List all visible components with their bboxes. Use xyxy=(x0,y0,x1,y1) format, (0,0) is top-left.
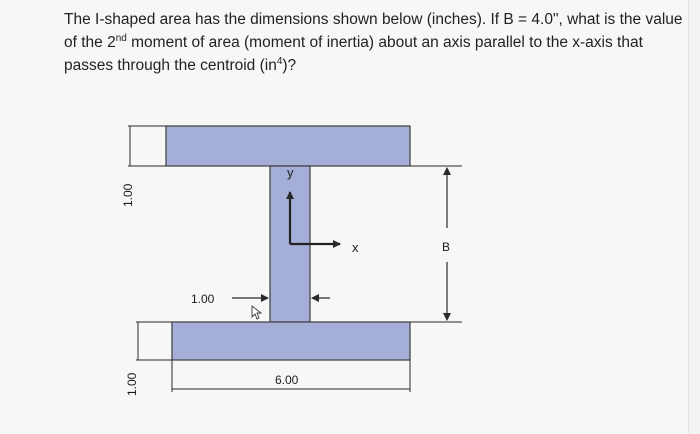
question-line-1: The I-shaped area has the dimensions shown below (inches). If B = 4.0", what is the value xyxy=(64,11,683,28)
top-flange-dimension xyxy=(128,126,166,166)
question-line-2-post: moment of area (moment of inertia) about an axis parallel to the x-axis that xyxy=(126,34,643,51)
y-axis-label: y xyxy=(287,165,294,180)
web-thickness-label: 1.00 xyxy=(191,292,215,306)
height-label: B xyxy=(442,240,451,254)
flange-width-label: 6.00 xyxy=(275,373,299,387)
question-line-3-pre: passes through the centroid (in xyxy=(64,57,277,74)
cursor-icon xyxy=(252,306,261,319)
superscript-nd: nd xyxy=(115,33,127,44)
superscript-4: 4 xyxy=(276,56,283,67)
i-shape xyxy=(166,126,410,360)
x-axis-label: x xyxy=(352,240,359,255)
bottom-flange xyxy=(172,322,410,360)
question-line-2-pre: of the 2 xyxy=(64,34,116,51)
bottom-flange-thickness-label: 1.00 xyxy=(125,372,139,396)
question-line-3-post: )? xyxy=(282,57,297,74)
top-flange xyxy=(166,126,410,166)
bottom-flange-dimension xyxy=(136,322,172,360)
height-dimension xyxy=(410,166,462,322)
top-flange-thickness-label: 1.00 xyxy=(121,183,135,207)
